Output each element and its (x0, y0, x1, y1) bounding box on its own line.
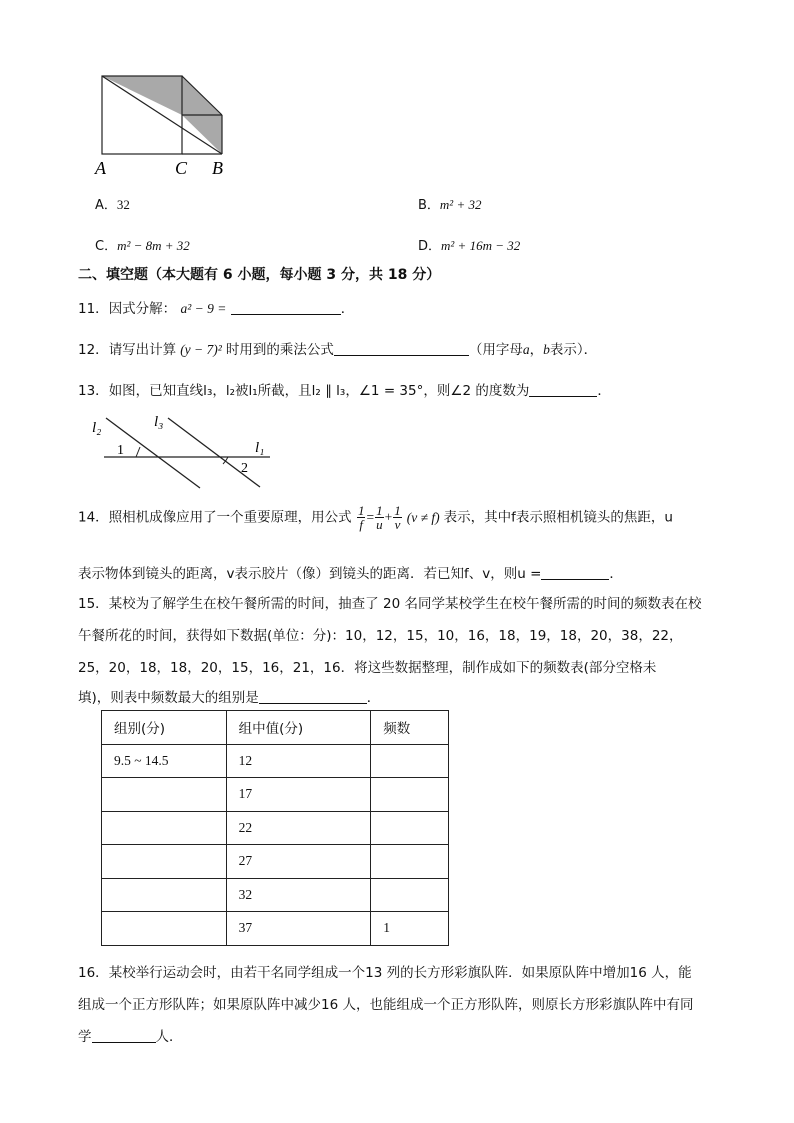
header-frequency: 频数 (371, 711, 449, 745)
parallel-lines-figure (88, 410, 278, 492)
option-d-label: D． (418, 239, 442, 254)
frequency-table (101, 710, 449, 946)
option-b (418, 194, 481, 213)
option-c (95, 235, 190, 254)
answer-blank[interactable] (529, 382, 597, 397)
question-text: 填)，则表中频数最大的组别是 (78, 690, 259, 706)
shaded-triangle-left (102, 76, 182, 115)
question-text: 表示）． (549, 342, 598, 358)
option-a-label: A． (95, 198, 117, 213)
table-cell: 27 (226, 845, 371, 879)
label-l3: l₃ (154, 414, 164, 430)
question-text: 某校为了解学生在校午餐所需的时间，抽查了 20 名同学某校学生在校午餐所需的时间的频数表在校 (108, 596, 702, 612)
punctuation: ， (529, 342, 544, 358)
condition: (v ≠ f) (406, 509, 440, 525)
option-b-value: m² + 32 (439, 197, 482, 212)
punctuation: ． (366, 690, 381, 706)
label-l2: l₂ (92, 420, 102, 436)
punctuation: ． (609, 566, 623, 582)
option-a (95, 194, 130, 213)
fraction-1-over-u (375, 504, 384, 531)
question-15 (78, 592, 701, 612)
question-text: 时用到的乘法公式 (225, 342, 334, 358)
option-c-value: m² − 8m + 32 (117, 238, 190, 253)
angle-1-arc (136, 447, 140, 457)
fraction-numerator: 1 (394, 503, 401, 518)
table-cell: 22 (226, 811, 371, 845)
trapezoid-figure (92, 70, 232, 180)
table-cell (102, 811, 227, 845)
option-b-label: B． (418, 198, 440, 213)
table-cell: 32 (226, 878, 371, 912)
question-11 (78, 297, 354, 317)
point-c-label: C (175, 158, 188, 178)
table-cell (371, 778, 449, 812)
table-cell (371, 845, 449, 879)
point-b-label: B (212, 158, 223, 178)
question-14 (78, 504, 673, 531)
table-cell (102, 912, 227, 946)
answer-blank[interactable] (259, 689, 367, 704)
question-text: 学 (78, 1029, 92, 1045)
question-text: 请写出计算 (108, 342, 177, 358)
angle-1-label: 1 (117, 443, 124, 458)
table-cell (371, 878, 449, 912)
fraction-1-over-f (357, 504, 366, 531)
table-header-row (102, 711, 449, 745)
question-text: （用字母 (468, 342, 523, 358)
table-row (102, 811, 449, 845)
point-a-label: A (95, 158, 106, 178)
variable: b (543, 342, 550, 357)
question-16 (78, 961, 692, 981)
question-15-line-3: 25，20，18，18，20，15，16，21，16．将这些数据整理，制作成如下的频数表(部分空格未 (78, 660, 657, 676)
answer-blank[interactable] (92, 1028, 156, 1043)
question-text: 如图，已知直线l₃，l₂被l₁所截，且l₂ ∥ l₃，∠1 = 35°，则∠2 的度数为 (108, 383, 530, 399)
table-row (102, 778, 449, 812)
question-text: 某校举行运动会时，由若干名同学组成一个13 列的长方形彩旗队阵．如果原队阵中增加16 人，能 (108, 965, 692, 981)
table-cell: 12 (226, 744, 371, 778)
section-title: 二、填空题（本大题有 6 小题，每小题 3 分，共 18 分） (78, 267, 441, 283)
angle-2-label: 2 (241, 461, 248, 476)
table-cell: 9.5 ~ 14.5 (102, 744, 227, 778)
question-text: 表示物体到镜头的距离，v表示胶片（像）到镜头的距离．若已知f、v，则u = (78, 566, 542, 582)
table-cell: 1 (371, 912, 449, 946)
question-15-line-2: 午餐所花的时间，获得如下数据(单位：分)：10，12，15，10，16，18，19，18，20，38，22， (78, 628, 683, 644)
option-c-label: C． (95, 239, 118, 254)
table-cell (371, 744, 449, 778)
question-text: 因式分解： (108, 301, 177, 317)
question-text: 照相机成像应用了一个重要原理，用公式 (108, 509, 352, 526)
question-16-line-2: 组成一个正方形队阵；如果原队阵中减少16 人，也能组成一个正方形队阵，则原长方形彩旗队阵中有同 (78, 997, 694, 1013)
math-expression: (y − 7)² (180, 342, 222, 357)
question-14-line-2 (78, 562, 623, 582)
plus-sign: + (384, 509, 393, 525)
question-16-line-3 (78, 1025, 183, 1045)
math-expression: a² − 9 = (180, 301, 227, 316)
option-d-value: m² + 16m − 32 (441, 238, 521, 253)
table-row (102, 744, 449, 778)
punctuation: ． (340, 301, 355, 317)
question-text: 人． (155, 1029, 183, 1045)
table-cell (102, 878, 227, 912)
answer-blank[interactable] (334, 341, 469, 356)
variable: a (522, 342, 530, 357)
table-row (102, 878, 449, 912)
table-cell (371, 811, 449, 845)
question-number: 12． (78, 342, 109, 358)
question-number: 11． (78, 301, 109, 317)
header-group: 组别(分) (102, 711, 227, 745)
line-l3 (168, 418, 260, 487)
table-cell: 37 (226, 912, 371, 946)
equals-sign: = (366, 509, 375, 525)
fraction-1-over-v (393, 504, 402, 531)
answer-blank[interactable] (541, 565, 609, 580)
question-12 (78, 338, 597, 358)
punctuation: ． (597, 383, 611, 399)
fraction-numerator: 1 (376, 503, 383, 518)
table-cell (102, 778, 227, 812)
question-number: 15． (78, 596, 109, 612)
label-l1: l₁ (255, 440, 265, 456)
header-midpoint: 组中值(分) (226, 711, 371, 745)
question-number: 13． (78, 383, 109, 399)
question-13 (78, 379, 611, 399)
table-row (102, 912, 449, 946)
fraction-denominator: u (376, 517, 383, 532)
fraction-denominator: f (359, 517, 364, 532)
fraction-numerator: 1 (357, 503, 365, 518)
question-number: 16． (78, 965, 109, 981)
answer-blank[interactable] (231, 300, 341, 315)
question-number: 14． (78, 509, 109, 526)
option-d (418, 235, 520, 254)
option-a-value: 32 (116, 197, 130, 212)
table-cell (102, 845, 227, 879)
fraction-denominator: v (394, 517, 401, 532)
table-row (102, 845, 449, 879)
table-cell: 17 (226, 778, 371, 812)
question-15-line-4 (78, 686, 380, 706)
question-text: 表示，其中f表示照相机镜头的焦距，u (443, 509, 673, 526)
